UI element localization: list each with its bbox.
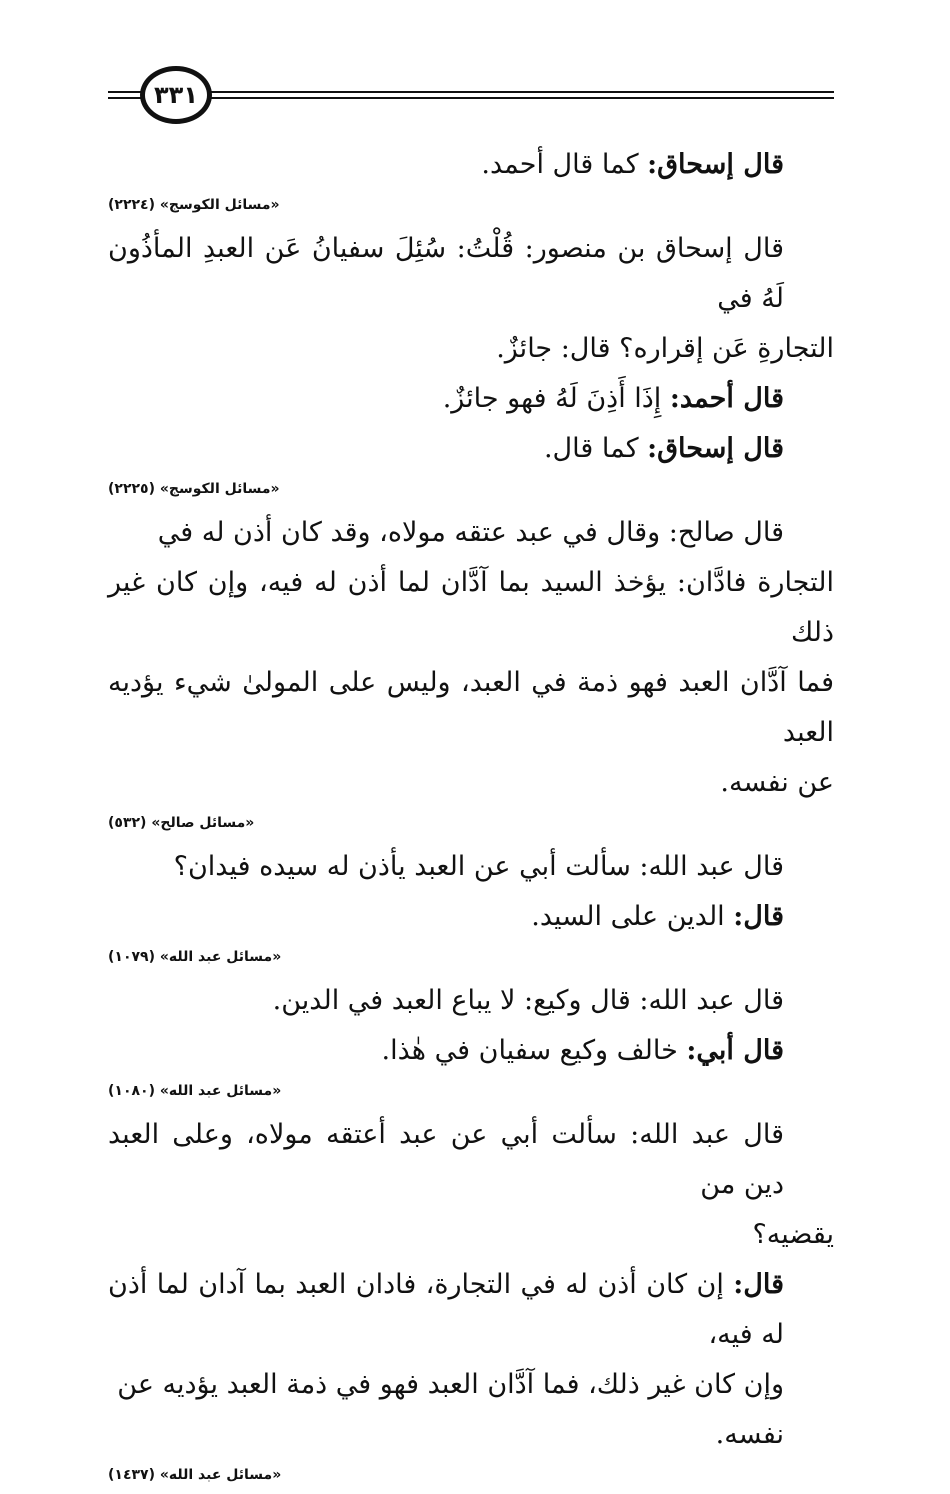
source-citation: «مسائل صالح» (٥٣٢) [108, 815, 255, 831]
text-block [108, 508, 834, 834]
line-text: الدين على السيد. [531, 901, 734, 932]
line-text: يقضيه؟ [752, 1219, 834, 1250]
text-line [108, 1210, 834, 1260]
text-block [108, 140, 834, 216]
line-text: التجارةِ عَن إقراره؟ قال: جائزٌ. [496, 333, 834, 364]
line-text: قال إسحاق بن منصور: قُلْتُ: سُئِلَ سفيانُ عَن العبدِ المأذُون لَهُ في [108, 233, 784, 314]
line-text: كما قال. [543, 433, 648, 464]
speaker-label: قال أبي: [686, 1035, 784, 1066]
text-line [108, 658, 834, 758]
speaker-label: قال إسحاق: [647, 149, 784, 180]
text-line [108, 424, 834, 474]
source-citation: «مسائل عبد الله» (١٤٣٧) [108, 1467, 282, 1483]
text-line [108, 558, 834, 658]
line-text: إن كان أذن له في التجارة، فادان العبد بما آدان لما أذن له فيه، [108, 1269, 784, 1350]
text-block [108, 976, 834, 1102]
source-citation: «مسائل عبد الله» (١٠٧٩) [108, 949, 282, 965]
text-line [108, 1026, 834, 1076]
line-text: قال عبد الله: قال وكيع: لا يباع العبد في الدين. [272, 985, 784, 1016]
text-block [108, 224, 834, 500]
text-line [108, 758, 834, 808]
speaker-label: قال: [733, 901, 784, 932]
text-line [108, 324, 834, 374]
text-block [108, 1110, 834, 1486]
speaker-label: قال إسحاق: [647, 433, 784, 464]
line-text: وإن كان غير ذلك، فما آدَّان العبد فهو في ذمة العبد يؤديه عن نفسه. [117, 1369, 784, 1450]
text-line [108, 224, 834, 324]
line-text: كما قال أحمد. [481, 149, 648, 180]
line-text: قال عبد الله: سألت أبي عن عبد أعتقه مولاه، وعلى العبد دين من [108, 1119, 784, 1200]
line-text: عن نفسه. [720, 767, 834, 798]
line-text: التجارة فادَّان: يؤخذ السيد بما آدَّان لما أذن له فيه، وإن كان غير ذلك [108, 567, 834, 648]
speaker-label: قال: [733, 1269, 784, 1300]
text-line [108, 374, 834, 424]
source-citation: «مسائل الكوسج» (٢٢٢٤) [108, 197, 280, 213]
text-line [108, 1110, 834, 1210]
line-text: قال صالح: وقال في عبد عتقه مولاه، وقد كان أذن له في [157, 517, 784, 548]
text-line [108, 140, 834, 190]
speaker-label: قال أحمد: [669, 383, 784, 414]
text-line [108, 508, 834, 558]
line-text: فما آدَّان العبد فهو ذمة في العبد، وليس على المولىٰ شيء يؤديه العبد [108, 667, 834, 748]
source-citation: «مسائل الكوسج» (٢٢٢٥) [108, 481, 280, 497]
text-line [108, 892, 834, 942]
page-number-badge [140, 66, 212, 124]
header-rule-top [108, 91, 834, 93]
text-line [108, 1260, 834, 1360]
text-line [108, 842, 834, 892]
text-line [108, 1360, 834, 1460]
line-text: إِذَا أَذِنَ لَهُ فهو جائزٌ. [442, 383, 670, 414]
page-number: ٣٣١ [154, 81, 198, 109]
text-block [108, 842, 834, 968]
line-text: خالف وكيع سفيان في هٰذا. [381, 1035, 687, 1066]
page-body [108, 140, 834, 1494]
text-line [108, 976, 834, 1026]
header-rule-bottom [108, 97, 834, 99]
source-citation: «مسائل عبد الله» (١٠٨٠) [108, 1083, 282, 1099]
line-text: قال عبد الله: سألت أبي عن العبد يأذن له سيده فيدان؟ [173, 851, 784, 882]
